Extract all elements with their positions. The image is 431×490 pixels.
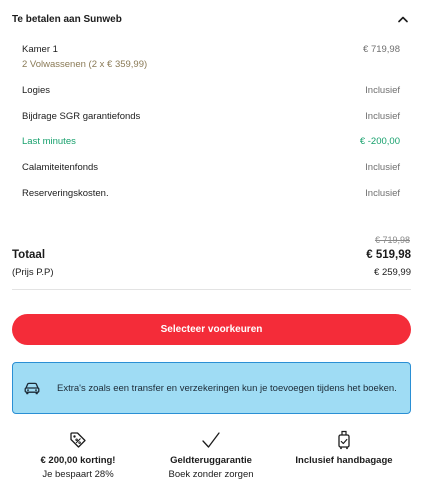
usp-discount [8, 430, 148, 482]
chevron-up-icon[interactable] [396, 12, 410, 26]
per-person-row [12, 267, 411, 278]
row-label: Reserveringskosten. [22, 188, 109, 199]
total-row [12, 249, 411, 261]
usp-title: Inclusief handbagage [295, 455, 393, 466]
luggage-icon [274, 430, 414, 450]
discount-tag-icon [8, 430, 148, 450]
row-value: Inclusief [365, 162, 400, 173]
price-row-calamity-fund [22, 162, 400, 173]
row-value: € -200,00 [359, 136, 400, 147]
row-value: Inclusief [365, 111, 400, 122]
price-row-logies [22, 85, 400, 96]
usp-subtitle: Je bespaart 28% [42, 469, 114, 480]
row-value: € 719,98 [363, 44, 400, 55]
per-person-label: (Prijs P.P) [12, 267, 54, 278]
divider [12, 289, 411, 290]
usp-hand-luggage [274, 430, 414, 468]
price-row-booking-fee [22, 188, 400, 199]
row-label: Kamer 1 [22, 44, 58, 55]
room-occupancy: 2 Volwassenen (2 x € 359,99) [22, 59, 148, 70]
row-value: Inclusief [365, 188, 400, 199]
usp-money-back [141, 430, 281, 482]
total-label: Totaal [12, 249, 46, 261]
total-value: € 519,98 [366, 249, 411, 261]
select-preferences-button[interactable]: Selecteer voorkeuren [12, 314, 411, 345]
per-person-value: € 259,99 [374, 267, 411, 278]
usp-title: Geldteruggarantie [170, 455, 252, 466]
section-title: Te betalen aan Sunweb [12, 13, 122, 25]
info-banner [12, 362, 411, 414]
checkmark-icon [141, 430, 281, 450]
car-icon [23, 379, 41, 397]
usp-title: € 200,00 korting! [40, 455, 116, 466]
price-row-sgr [22, 111, 400, 122]
info-text: Extra's zoals een transfer en verzekeringen kun je toevoegen tijdens het boeken. [57, 382, 397, 394]
row-label: Last minutes [22, 136, 76, 147]
price-row-room [22, 44, 400, 55]
row-label: Bijdrage SGR garantiefonds [22, 111, 141, 122]
usp-subtitle: Boek zonder zorgen [168, 469, 254, 480]
payment-section-header[interactable] [12, 10, 410, 28]
price-row-discount [22, 136, 400, 147]
row-value: Inclusief [365, 85, 400, 96]
row-label: Calamiteitenfonds [22, 162, 99, 173]
row-label: Logies [22, 85, 50, 96]
original-price: € 719,98 [374, 235, 410, 245]
